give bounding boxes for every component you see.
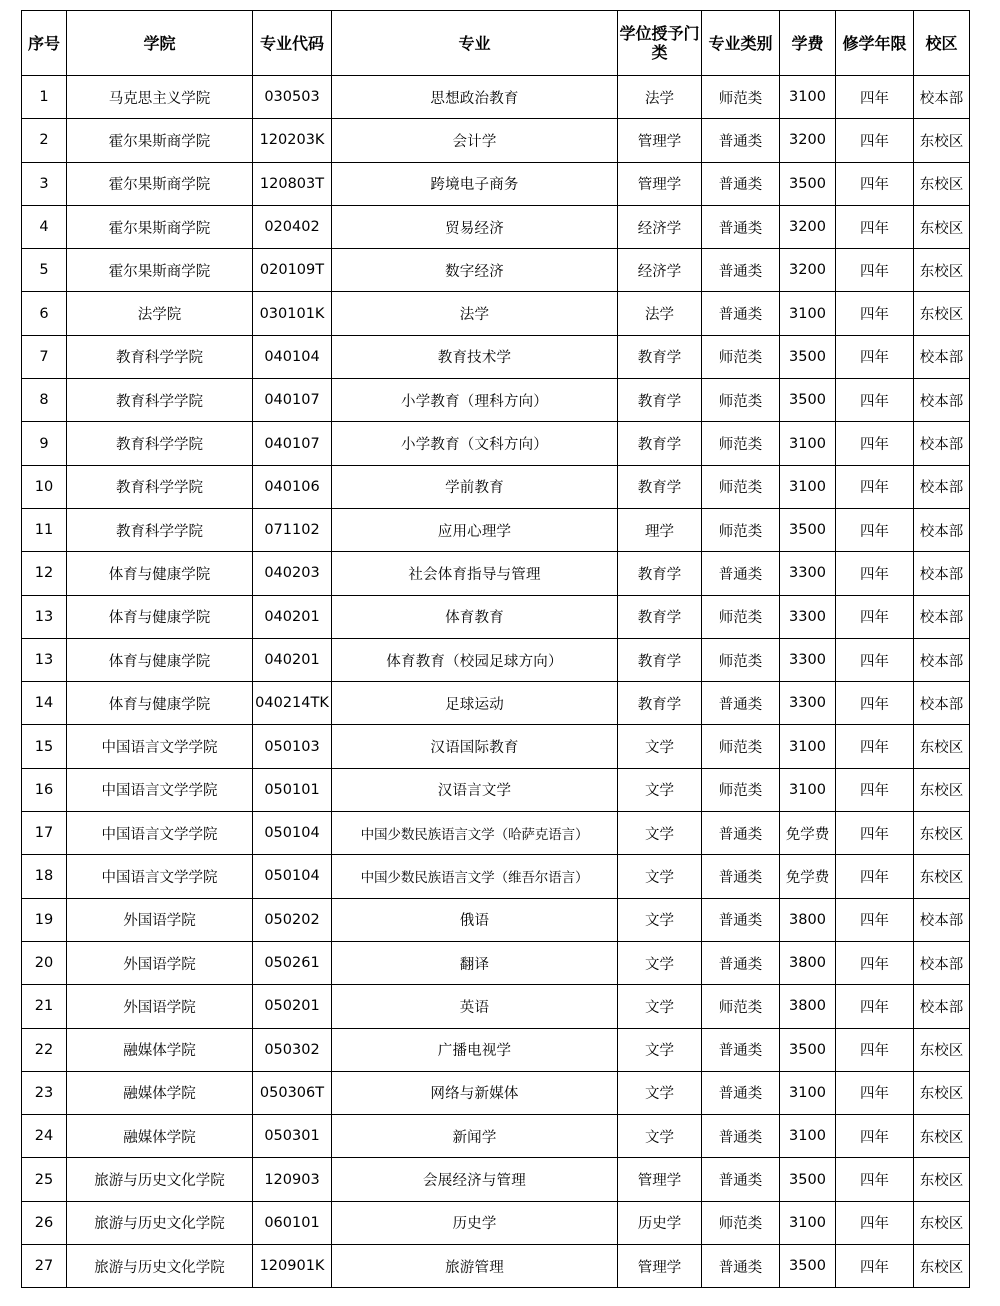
cell-duration: 四年 bbox=[836, 1245, 914, 1288]
cell-duration: 四年 bbox=[836, 595, 914, 638]
table-row bbox=[22, 1028, 970, 1071]
table-row bbox=[22, 768, 970, 811]
cell-campus: 东校区 bbox=[914, 768, 970, 811]
cell-major: 体育教育（校园足球方向） bbox=[332, 638, 618, 681]
cell-campus: 东校区 bbox=[914, 249, 970, 292]
header-category: 专业类别 bbox=[702, 11, 780, 76]
cell-degree: 教育学 bbox=[618, 638, 702, 681]
cell-degree: 管理学 bbox=[618, 162, 702, 205]
header-row bbox=[22, 11, 970, 76]
cell-college: 中国语言文学学院 bbox=[67, 812, 253, 855]
cell-fee: 3100 bbox=[780, 292, 836, 335]
cell-fee: 3100 bbox=[780, 768, 836, 811]
cell-fee: 3100 bbox=[780, 1071, 836, 1114]
cell-seq: 14 bbox=[22, 682, 67, 725]
header-seq: 序号 bbox=[22, 11, 67, 76]
cell-fee: 3100 bbox=[780, 465, 836, 508]
cell-campus: 校本部 bbox=[914, 335, 970, 378]
cell-fee: 3800 bbox=[780, 985, 836, 1028]
cell-category: 师范类 bbox=[702, 379, 780, 422]
cell-category: 师范类 bbox=[702, 508, 780, 551]
cell-campus: 校本部 bbox=[914, 898, 970, 941]
cell-code: 040106 bbox=[253, 465, 332, 508]
cell-degree: 理学 bbox=[618, 508, 702, 551]
cell-category: 普通类 bbox=[702, 119, 780, 162]
cell-degree: 文学 bbox=[618, 941, 702, 984]
cell-seq: 8 bbox=[22, 379, 67, 422]
cell-duration: 四年 bbox=[836, 422, 914, 465]
table-row bbox=[22, 205, 970, 248]
cell-code: 050301 bbox=[253, 1115, 332, 1158]
cell-seq: 7 bbox=[22, 335, 67, 378]
cell-duration: 四年 bbox=[836, 552, 914, 595]
cell-campus: 东校区 bbox=[914, 1245, 970, 1288]
cell-fee: 3800 bbox=[780, 898, 836, 941]
cell-fee: 3500 bbox=[780, 1158, 836, 1201]
cell-code: 050302 bbox=[253, 1028, 332, 1071]
cell-major: 教育技术学 bbox=[332, 335, 618, 378]
table-row bbox=[22, 249, 970, 292]
cell-degree: 文学 bbox=[618, 725, 702, 768]
cell-category: 普通类 bbox=[702, 1245, 780, 1288]
cell-code: 050261 bbox=[253, 941, 332, 984]
table-row bbox=[22, 855, 970, 898]
cell-code: 050101 bbox=[253, 768, 332, 811]
cell-degree: 文学 bbox=[618, 1071, 702, 1114]
cell-category: 师范类 bbox=[702, 768, 780, 811]
cell-degree: 教育学 bbox=[618, 379, 702, 422]
cell-degree: 教育学 bbox=[618, 422, 702, 465]
cell-college: 外国语学院 bbox=[67, 941, 253, 984]
cell-major: 数字经济 bbox=[332, 249, 618, 292]
cell-category: 师范类 bbox=[702, 465, 780, 508]
cell-fee: 3300 bbox=[780, 595, 836, 638]
cell-category: 师范类 bbox=[702, 595, 780, 638]
cell-seq: 5 bbox=[22, 249, 67, 292]
cell-fee: 3100 bbox=[780, 725, 836, 768]
table-row bbox=[22, 638, 970, 681]
cell-code: 050104 bbox=[253, 855, 332, 898]
cell-college: 旅游与历史文化学院 bbox=[67, 1201, 253, 1244]
cell-campus: 校本部 bbox=[914, 595, 970, 638]
cell-fee: 3500 bbox=[780, 379, 836, 422]
cell-seq: 9 bbox=[22, 422, 67, 465]
cell-campus: 东校区 bbox=[914, 292, 970, 335]
cell-campus: 东校区 bbox=[914, 725, 970, 768]
cell-campus: 校本部 bbox=[914, 682, 970, 725]
cell-seq: 11 bbox=[22, 508, 67, 551]
cell-seq: 13 bbox=[22, 638, 67, 681]
cell-category: 普通类 bbox=[702, 812, 780, 855]
cell-fee: 免学费 bbox=[780, 812, 836, 855]
cell-major: 贸易经济 bbox=[332, 205, 618, 248]
cell-category: 师范类 bbox=[702, 335, 780, 378]
cell-major: 思想政治教育 bbox=[332, 76, 618, 119]
cell-duration: 四年 bbox=[836, 465, 914, 508]
cell-category: 普通类 bbox=[702, 855, 780, 898]
cell-major: 会展经济与管理 bbox=[332, 1158, 618, 1201]
cell-seq: 18 bbox=[22, 855, 67, 898]
cell-major: 汉语国际教育 bbox=[332, 725, 618, 768]
cell-degree: 经济学 bbox=[618, 249, 702, 292]
cell-duration: 四年 bbox=[836, 725, 914, 768]
cell-college: 旅游与历史文化学院 bbox=[67, 1245, 253, 1288]
cell-degree: 管理学 bbox=[618, 1158, 702, 1201]
cell-duration: 四年 bbox=[836, 985, 914, 1028]
cell-seq: 3 bbox=[22, 162, 67, 205]
table-row bbox=[22, 379, 970, 422]
cell-major: 新闻学 bbox=[332, 1115, 618, 1158]
cell-code: 040201 bbox=[253, 638, 332, 681]
cell-code: 050202 bbox=[253, 898, 332, 941]
table-row bbox=[22, 508, 970, 551]
header-major: 专业 bbox=[332, 11, 618, 76]
cell-degree: 文学 bbox=[618, 855, 702, 898]
cell-degree: 历史学 bbox=[618, 1201, 702, 1244]
cell-duration: 四年 bbox=[836, 249, 914, 292]
cell-duration: 四年 bbox=[836, 508, 914, 551]
table-row bbox=[22, 682, 970, 725]
cell-seq: 15 bbox=[22, 725, 67, 768]
header-campus: 校区 bbox=[914, 11, 970, 76]
cell-category: 师范类 bbox=[702, 638, 780, 681]
cell-category: 普通类 bbox=[702, 205, 780, 248]
cell-duration: 四年 bbox=[836, 1115, 914, 1158]
cell-degree: 法学 bbox=[618, 76, 702, 119]
cell-degree: 管理学 bbox=[618, 119, 702, 162]
cell-code: 050103 bbox=[253, 725, 332, 768]
cell-college: 中国语言文学学院 bbox=[67, 768, 253, 811]
cell-category: 普通类 bbox=[702, 1158, 780, 1201]
cell-duration: 四年 bbox=[836, 638, 914, 681]
cell-seq: 27 bbox=[22, 1245, 67, 1288]
cell-major: 小学教育（文科方向） bbox=[332, 422, 618, 465]
cell-duration: 四年 bbox=[836, 941, 914, 984]
cell-code: 040107 bbox=[253, 379, 332, 422]
table-row bbox=[22, 76, 970, 119]
table-body bbox=[22, 76, 970, 1288]
cell-college: 教育科学学院 bbox=[67, 465, 253, 508]
cell-seq: 24 bbox=[22, 1115, 67, 1158]
cell-duration: 四年 bbox=[836, 335, 914, 378]
cell-code: 050306T bbox=[253, 1071, 332, 1114]
cell-campus: 东校区 bbox=[914, 1028, 970, 1071]
cell-seq: 13 bbox=[22, 595, 67, 638]
cell-seq: 19 bbox=[22, 898, 67, 941]
cell-category: 普通类 bbox=[702, 249, 780, 292]
cell-duration: 四年 bbox=[836, 855, 914, 898]
cell-degree: 文学 bbox=[618, 1115, 702, 1158]
cell-seq: 20 bbox=[22, 941, 67, 984]
cell-campus: 校本部 bbox=[914, 638, 970, 681]
cell-campus: 东校区 bbox=[914, 205, 970, 248]
table-row bbox=[22, 941, 970, 984]
cell-code: 050201 bbox=[253, 985, 332, 1028]
header-college: 学院 bbox=[67, 11, 253, 76]
cell-campus: 校本部 bbox=[914, 422, 970, 465]
cell-code: 071102 bbox=[253, 508, 332, 551]
cell-major: 旅游管理 bbox=[332, 1245, 618, 1288]
cell-seq: 26 bbox=[22, 1201, 67, 1244]
table-row bbox=[22, 595, 970, 638]
cell-college: 霍尔果斯商学院 bbox=[67, 162, 253, 205]
cell-campus: 东校区 bbox=[914, 1158, 970, 1201]
cell-campus: 东校区 bbox=[914, 1071, 970, 1114]
cell-fee: 3500 bbox=[780, 508, 836, 551]
cell-duration: 四年 bbox=[836, 1071, 914, 1114]
cell-fee: 3300 bbox=[780, 552, 836, 595]
table-row bbox=[22, 1158, 970, 1201]
cell-major: 网络与新媒体 bbox=[332, 1071, 618, 1114]
cell-code: 040104 bbox=[253, 335, 332, 378]
cell-campus: 东校区 bbox=[914, 1115, 970, 1158]
cell-category: 普通类 bbox=[702, 1071, 780, 1114]
cell-degree: 管理学 bbox=[618, 1245, 702, 1288]
cell-major: 法学 bbox=[332, 292, 618, 335]
cell-seq: 17 bbox=[22, 812, 67, 855]
cell-major: 小学教育（理科方向） bbox=[332, 379, 618, 422]
table-row bbox=[22, 1115, 970, 1158]
cell-major: 体育教育 bbox=[332, 595, 618, 638]
cell-duration: 四年 bbox=[836, 1028, 914, 1071]
table-row bbox=[22, 465, 970, 508]
cell-duration: 四年 bbox=[836, 898, 914, 941]
cell-category: 师范类 bbox=[702, 985, 780, 1028]
cell-college: 霍尔果斯商学院 bbox=[67, 205, 253, 248]
cell-major: 社会体育指导与管理 bbox=[332, 552, 618, 595]
table-row bbox=[22, 119, 970, 162]
cell-fee: 3100 bbox=[780, 76, 836, 119]
cell-category: 师范类 bbox=[702, 1201, 780, 1244]
cell-major: 汉语言文学 bbox=[332, 768, 618, 811]
cell-fee: 3500 bbox=[780, 335, 836, 378]
cell-category: 师范类 bbox=[702, 725, 780, 768]
table-row bbox=[22, 812, 970, 855]
cell-seq: 22 bbox=[22, 1028, 67, 1071]
cell-campus: 校本部 bbox=[914, 465, 970, 508]
cell-college: 体育与健康学院 bbox=[67, 552, 253, 595]
cell-duration: 四年 bbox=[836, 292, 914, 335]
cell-seq: 21 bbox=[22, 985, 67, 1028]
cell-fee: 3100 bbox=[780, 1115, 836, 1158]
cell-degree: 教育学 bbox=[618, 552, 702, 595]
cell-code: 120803T bbox=[253, 162, 332, 205]
cell-duration: 四年 bbox=[836, 812, 914, 855]
cell-degree: 教育学 bbox=[618, 682, 702, 725]
cell-college: 法学院 bbox=[67, 292, 253, 335]
header-degree: 学位授予门类 bbox=[618, 11, 702, 76]
cell-code: 120903 bbox=[253, 1158, 332, 1201]
cell-fee: 3100 bbox=[780, 1201, 836, 1244]
cell-seq: 12 bbox=[22, 552, 67, 595]
cell-college: 教育科学学院 bbox=[67, 379, 253, 422]
cell-duration: 四年 bbox=[836, 379, 914, 422]
cell-degree: 法学 bbox=[618, 292, 702, 335]
cell-duration: 四年 bbox=[836, 119, 914, 162]
cell-major: 跨境电子商务 bbox=[332, 162, 618, 205]
cell-major: 英语 bbox=[332, 985, 618, 1028]
cell-category: 普通类 bbox=[702, 898, 780, 941]
table-row bbox=[22, 422, 970, 465]
cell-major: 历史学 bbox=[332, 1201, 618, 1244]
cell-seq: 6 bbox=[22, 292, 67, 335]
cell-code: 040203 bbox=[253, 552, 332, 595]
cell-fee: 3300 bbox=[780, 638, 836, 681]
cell-fee: 3500 bbox=[780, 1028, 836, 1071]
majors-table bbox=[21, 10, 970, 1288]
table-row bbox=[22, 1071, 970, 1114]
cell-seq: 10 bbox=[22, 465, 67, 508]
cell-degree: 文学 bbox=[618, 812, 702, 855]
cell-fee: 3800 bbox=[780, 941, 836, 984]
cell-degree: 经济学 bbox=[618, 205, 702, 248]
cell-major: 学前教育 bbox=[332, 465, 618, 508]
cell-degree: 文学 bbox=[618, 898, 702, 941]
cell-duration: 四年 bbox=[836, 76, 914, 119]
cell-fee: 3300 bbox=[780, 682, 836, 725]
header-duration: 修学年限 bbox=[836, 11, 914, 76]
cell-campus: 校本部 bbox=[914, 76, 970, 119]
cell-duration: 四年 bbox=[836, 1158, 914, 1201]
cell-code: 040214TK bbox=[253, 682, 332, 725]
header-fee: 学费 bbox=[780, 11, 836, 76]
cell-duration: 四年 bbox=[836, 162, 914, 205]
cell-college: 教育科学学院 bbox=[67, 335, 253, 378]
cell-code: 120901K bbox=[253, 1245, 332, 1288]
cell-degree: 教育学 bbox=[618, 595, 702, 638]
cell-code: 020109T bbox=[253, 249, 332, 292]
cell-code: 040201 bbox=[253, 595, 332, 638]
cell-college: 教育科学学院 bbox=[67, 422, 253, 465]
cell-campus: 东校区 bbox=[914, 855, 970, 898]
header-code: 专业代码 bbox=[253, 11, 332, 76]
table-row bbox=[22, 335, 970, 378]
cell-duration: 四年 bbox=[836, 1201, 914, 1244]
table-row bbox=[22, 898, 970, 941]
cell-campus: 校本部 bbox=[914, 379, 970, 422]
cell-category: 师范类 bbox=[702, 422, 780, 465]
cell-college: 外国语学院 bbox=[67, 985, 253, 1028]
cell-seq: 25 bbox=[22, 1158, 67, 1201]
table-row bbox=[22, 552, 970, 595]
cell-college: 中国语言文学学院 bbox=[67, 855, 253, 898]
cell-code: 030101K bbox=[253, 292, 332, 335]
cell-campus: 东校区 bbox=[914, 119, 970, 162]
cell-category: 普通类 bbox=[702, 682, 780, 725]
cell-category: 普通类 bbox=[702, 552, 780, 595]
cell-seq: 16 bbox=[22, 768, 67, 811]
cell-college: 外国语学院 bbox=[67, 898, 253, 941]
cell-college: 霍尔果斯商学院 bbox=[67, 119, 253, 162]
cell-campus: 东校区 bbox=[914, 162, 970, 205]
cell-degree: 文学 bbox=[618, 1028, 702, 1071]
cell-college: 体育与健康学院 bbox=[67, 682, 253, 725]
cell-fee: 3200 bbox=[780, 249, 836, 292]
table-row bbox=[22, 985, 970, 1028]
table-row bbox=[22, 292, 970, 335]
cell-college: 融媒体学院 bbox=[67, 1028, 253, 1071]
cell-duration: 四年 bbox=[836, 682, 914, 725]
cell-seq: 1 bbox=[22, 76, 67, 119]
cell-degree: 教育学 bbox=[618, 335, 702, 378]
cell-major: 应用心理学 bbox=[332, 508, 618, 551]
cell-major: 中国少数民族语言文学（维吾尔语言） bbox=[332, 855, 618, 898]
cell-major: 俄语 bbox=[332, 898, 618, 941]
cell-fee: 3500 bbox=[780, 162, 836, 205]
cell-category: 普通类 bbox=[702, 292, 780, 335]
cell-major: 翻译 bbox=[332, 941, 618, 984]
cell-fee: 3500 bbox=[780, 1245, 836, 1288]
cell-category: 师范类 bbox=[702, 76, 780, 119]
cell-code: 120203K bbox=[253, 119, 332, 162]
cell-college: 融媒体学院 bbox=[67, 1115, 253, 1158]
cell-major: 足球运动 bbox=[332, 682, 618, 725]
cell-fee: 3100 bbox=[780, 422, 836, 465]
table-row bbox=[22, 725, 970, 768]
cell-category: 普通类 bbox=[702, 1028, 780, 1071]
cell-degree: 文学 bbox=[618, 985, 702, 1028]
cell-college: 融媒体学院 bbox=[67, 1071, 253, 1114]
cell-fee: 3200 bbox=[780, 205, 836, 248]
table-row bbox=[22, 162, 970, 205]
cell-code: 040107 bbox=[253, 422, 332, 465]
cell-category: 普通类 bbox=[702, 162, 780, 205]
cell-major: 广播电视学 bbox=[332, 1028, 618, 1071]
cell-seq: 23 bbox=[22, 1071, 67, 1114]
cell-code: 020402 bbox=[253, 205, 332, 248]
cell-campus: 校本部 bbox=[914, 985, 970, 1028]
cell-seq: 2 bbox=[22, 119, 67, 162]
cell-code: 030503 bbox=[253, 76, 332, 119]
cell-duration: 四年 bbox=[836, 205, 914, 248]
cell-category: 普通类 bbox=[702, 941, 780, 984]
cell-campus: 校本部 bbox=[914, 552, 970, 595]
cell-seq: 4 bbox=[22, 205, 67, 248]
cell-fee: 3200 bbox=[780, 119, 836, 162]
cell-major: 中国少数民族语言文学（哈萨克语言） bbox=[332, 812, 618, 855]
cell-duration: 四年 bbox=[836, 768, 914, 811]
cell-code: 060101 bbox=[253, 1201, 332, 1244]
cell-college: 马克思主义学院 bbox=[67, 76, 253, 119]
cell-degree: 文学 bbox=[618, 768, 702, 811]
cell-college: 体育与健康学院 bbox=[67, 595, 253, 638]
cell-campus: 东校区 bbox=[914, 1201, 970, 1244]
cell-college: 中国语言文学学院 bbox=[67, 725, 253, 768]
cell-major: 会计学 bbox=[332, 119, 618, 162]
cell-college: 旅游与历史文化学院 bbox=[67, 1158, 253, 1201]
cell-campus: 校本部 bbox=[914, 941, 970, 984]
cell-campus: 东校区 bbox=[914, 812, 970, 855]
cell-code: 050104 bbox=[253, 812, 332, 855]
cell-college: 体育与健康学院 bbox=[67, 638, 253, 681]
cell-campus: 校本部 bbox=[914, 508, 970, 551]
cell-college: 霍尔果斯商学院 bbox=[67, 249, 253, 292]
table-row bbox=[22, 1245, 970, 1288]
cell-college: 教育科学学院 bbox=[67, 508, 253, 551]
cell-degree: 教育学 bbox=[618, 465, 702, 508]
table-row bbox=[22, 1201, 970, 1244]
cell-fee: 免学费 bbox=[780, 855, 836, 898]
cell-category: 普通类 bbox=[702, 1115, 780, 1158]
